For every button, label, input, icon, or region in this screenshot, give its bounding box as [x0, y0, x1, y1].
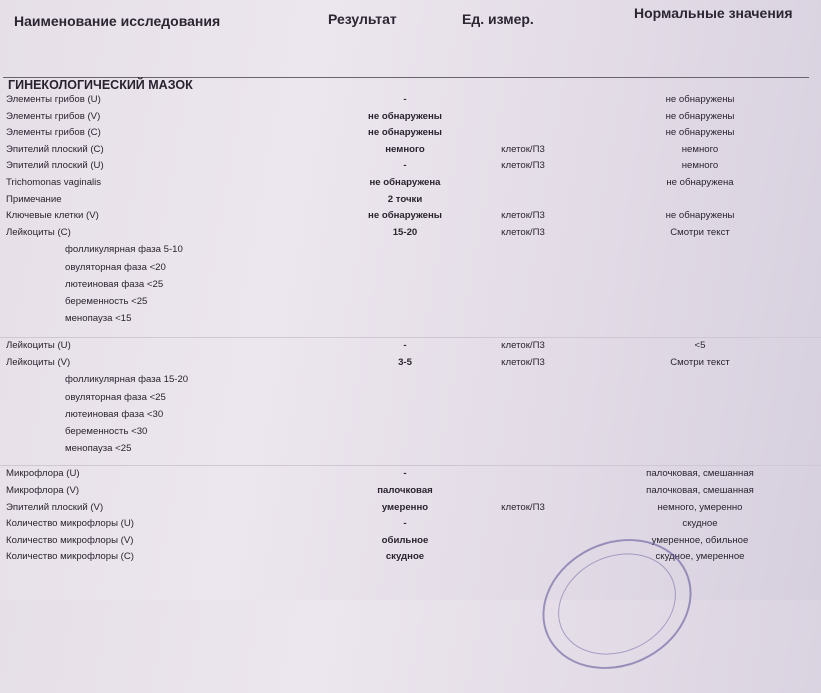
test-norm: немного: [681, 143, 719, 155]
reference-note: беременность <25: [65, 295, 148, 307]
test-result: не обнаружены: [368, 127, 442, 139]
reference-note: овуляторная фаза <20: [65, 261, 166, 273]
test-norm: скудное: [682, 518, 718, 530]
table-row: [0, 142, 821, 159]
test-result: умеренно: [381, 501, 429, 513]
test-name: Эпителий плоский (U): [6, 160, 104, 172]
test-name: Количество микрофлоры (V): [6, 534, 134, 546]
table-row: [0, 337, 821, 355]
test-norm: не обнаружены: [665, 94, 735, 105]
reference-note: фолликулярная фаза 15-20: [65, 374, 189, 386]
test-norm: скудное, умеренное: [655, 551, 745, 563]
table-row: [0, 175, 821, 192]
table-row: [0, 500, 821, 517]
test-name: Trichomonas vaginalis: [6, 176, 102, 188]
test-name: Количество микрофлоры (U): [6, 518, 134, 530]
test-name: Эпителий плоский (V): [6, 501, 104, 513]
table-row: [0, 192, 821, 209]
test-name: Лейкоциты (V): [6, 356, 71, 368]
test-result: не обнаружены: [368, 210, 442, 222]
table-row: [0, 549, 821, 566]
test-unit: клеток/П3: [501, 210, 545, 222]
test-name: Лейкоциты (C): [6, 226, 71, 238]
test-norm: не обнаружены: [665, 127, 735, 139]
table-row: [0, 465, 821, 483]
reference-note: менопауза <15: [65, 313, 132, 325]
results-table: [0, 92, 821, 566]
test-result: не обнаружена: [369, 176, 441, 188]
table-row: [0, 92, 821, 109]
test-name: Ключевые клетки (V): [6, 210, 99, 222]
test-unit: клеток/П3: [501, 226, 545, 238]
test-norm: немного: [681, 160, 719, 172]
test-result: немного: [385, 143, 425, 155]
column-header-result: Результат: [328, 11, 397, 27]
reference-note: лютеиновая фаза <30: [65, 408, 164, 420]
test-result: скудное: [385, 551, 425, 563]
table-row: [0, 158, 821, 175]
column-header-unit: Ед. измер.: [462, 11, 534, 27]
column-header-name: Наименование исследования: [14, 13, 221, 29]
table-row: [0, 125, 821, 142]
test-result: 2 точки: [387, 193, 423, 205]
test-norm: <5: [694, 340, 706, 352]
reference-note: фолликулярная фаза 5-10: [65, 244, 183, 256]
test-norm: не обнаружена: [666, 176, 734, 188]
table-row: [0, 533, 821, 550]
test-name: Эпителий плоский (C): [6, 143, 104, 155]
section-title: ГИНЕКОЛОГИЧЕСКИЙ МАЗОК: [8, 78, 193, 92]
test-result: -: [403, 160, 407, 172]
test-norm: палочковая, смешанная: [646, 485, 754, 496]
test-result: палочковая: [377, 485, 433, 496]
test-name: Микрофлора (U): [6, 468, 80, 480]
reference-note: менопауза <25: [65, 443, 132, 455]
test-unit: клеток/П3: [501, 160, 545, 172]
test-result: 15-20: [392, 226, 418, 238]
test-result: -: [403, 340, 407, 352]
reference-note: овуляторная фаза <25: [65, 391, 166, 403]
test-result: 3-5: [398, 356, 412, 368]
test-result: -: [403, 468, 407, 480]
test-norm: Смотри текст: [670, 226, 730, 238]
test-norm: не обнаружены: [665, 110, 735, 122]
test-norm: не обнаружены: [665, 210, 735, 222]
table-row: [0, 483, 821, 500]
test-name: Микрофлора (V): [6, 485, 80, 496]
test-result: -: [403, 94, 407, 105]
test-name: Лейкоциты (U): [6, 340, 71, 352]
test-unit: клеток/П3: [501, 143, 545, 155]
test-name: Элементы грибов (V): [6, 110, 101, 122]
test-name: Количество микрофлоры (C): [6, 551, 134, 563]
test-norm: Смотри текст: [670, 356, 730, 368]
test-unit: клеток/П3: [501, 501, 545, 513]
test-unit: клеток/П3: [501, 356, 545, 368]
column-header-norm: Нормальные значения: [634, 5, 793, 21]
test-name: Элементы грибов (C): [6, 127, 101, 139]
test-name: Примечание: [6, 193, 62, 205]
table-row: [0, 355, 821, 372]
test-result: обильное: [381, 534, 429, 546]
test-norm: немного, умеренно: [657, 501, 743, 513]
table-row: [0, 516, 821, 533]
test-result: не обнаружены: [368, 110, 442, 122]
reference-note: беременность <30: [65, 426, 148, 438]
test-unit: клеток/П3: [501, 340, 545, 352]
test-result: -: [403, 518, 407, 530]
test-name: Элементы грибов (U): [6, 94, 101, 105]
reference-note: лютеиновая фаза <25: [65, 278, 164, 290]
table-row: [0, 225, 821, 242]
table-row: [0, 208, 821, 225]
test-norm: палочковая, смешанная: [646, 468, 754, 480]
table-row: [0, 109, 821, 126]
test-norm: умеренное, обильное: [651, 534, 749, 546]
